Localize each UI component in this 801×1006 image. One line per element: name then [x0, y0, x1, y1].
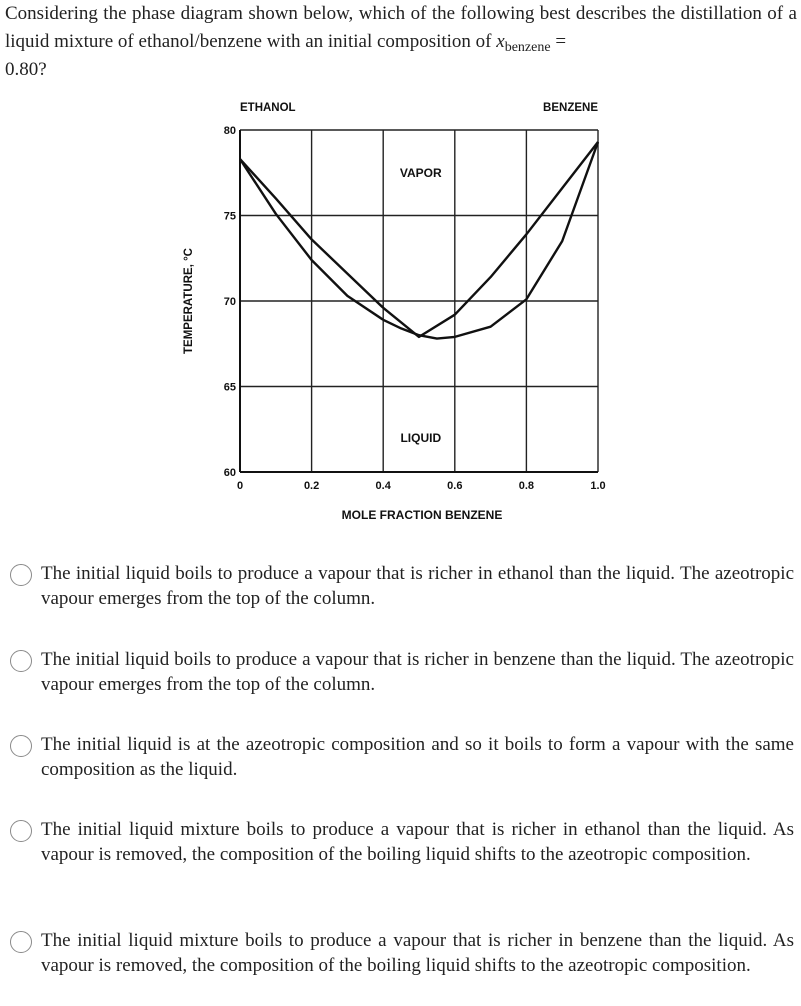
y-tick-label: 70	[223, 296, 236, 308]
answer-option-label[interactable]: The initial liquid is at the azeotropic composition and so it boils to form a vapour with the same composition as the liquid.	[41, 734, 794, 780]
x-tick-label: 0.8	[518, 480, 535, 492]
radio-button[interactable]	[10, 735, 32, 757]
x-tick-label: 0.6	[447, 480, 463, 492]
answer-option-4[interactable]	[10, 817, 794, 867]
y-tick-label: 60	[223, 467, 236, 479]
question-text-after: 0.80?	[5, 59, 47, 80]
radio-button[interactable]	[10, 564, 32, 586]
radio-button[interactable]	[10, 650, 32, 672]
question-text	[5, 0, 797, 84]
answer-option-label[interactable]: The initial liquid boils to produce a vapour that is richer in ethanol than the liquid. The azeotropic vapour emerges from the top of the column.	[41, 563, 794, 609]
phase-diagram	[176, 92, 616, 522]
x-tick-label: 1.0	[590, 480, 606, 492]
radio-button[interactable]	[10, 931, 32, 953]
answer-option-3[interactable]	[10, 732, 794, 782]
grid-layer	[240, 130, 598, 472]
answer-option-label[interactable]: The initial liquid mixture boils to produce a vapour that is richer in benzene than the liquid. As vapour is removed, the composition of the boiling liquid shifts to the azeotropic composition.	[41, 930, 794, 976]
y-tick-label: 65	[223, 381, 236, 394]
math-equals: =	[550, 31, 567, 52]
y-tick-label: 75	[223, 210, 236, 223]
radio-button[interactable]	[10, 820, 32, 842]
y-axis-title: TEMPERATURE, °C	[183, 248, 195, 354]
answer-option-label[interactable]: The initial liquid mixture boils to produce a vapour that is richer in ethanol than the liquid. As vapour is removed, the composition of the boiling liquid shifts to the azeotropic composition.	[41, 819, 794, 865]
region-label-vapor: VAPOR	[399, 165, 442, 180]
answer-option-label[interactable]: The initial liquid boils to produce a vapour that is richer in benzene than the liquid. The azeotropic vapour emerges from the top of the column.	[41, 649, 794, 695]
question-text-before: Considering the phase diagram shown below, which of the following best describes the distillation of a liquid mixture of ethanol/benzene with an initial composition of	[5, 3, 797, 52]
benzene-label: BENZENE	[543, 102, 598, 114]
x-tick-label: 0	[236, 480, 244, 492]
x-axis-title: MOLE FRACTION BENZENE	[341, 508, 503, 522]
x-tick-label: 0.4	[375, 480, 391, 492]
answer-option-1[interactable]	[10, 561, 794, 611]
ethanol-label: ETHANOL	[240, 102, 296, 114]
math-variable: x	[496, 31, 505, 52]
math-subscript: benzene	[504, 40, 551, 55]
answer-option-5[interactable]	[10, 928, 794, 978]
answer-option-2[interactable]	[10, 647, 794, 697]
x-tick-label: 0.2	[303, 480, 320, 492]
region-label-liquid: LIQUID	[400, 430, 442, 445]
y-tick-label: 80	[223, 125, 236, 137]
